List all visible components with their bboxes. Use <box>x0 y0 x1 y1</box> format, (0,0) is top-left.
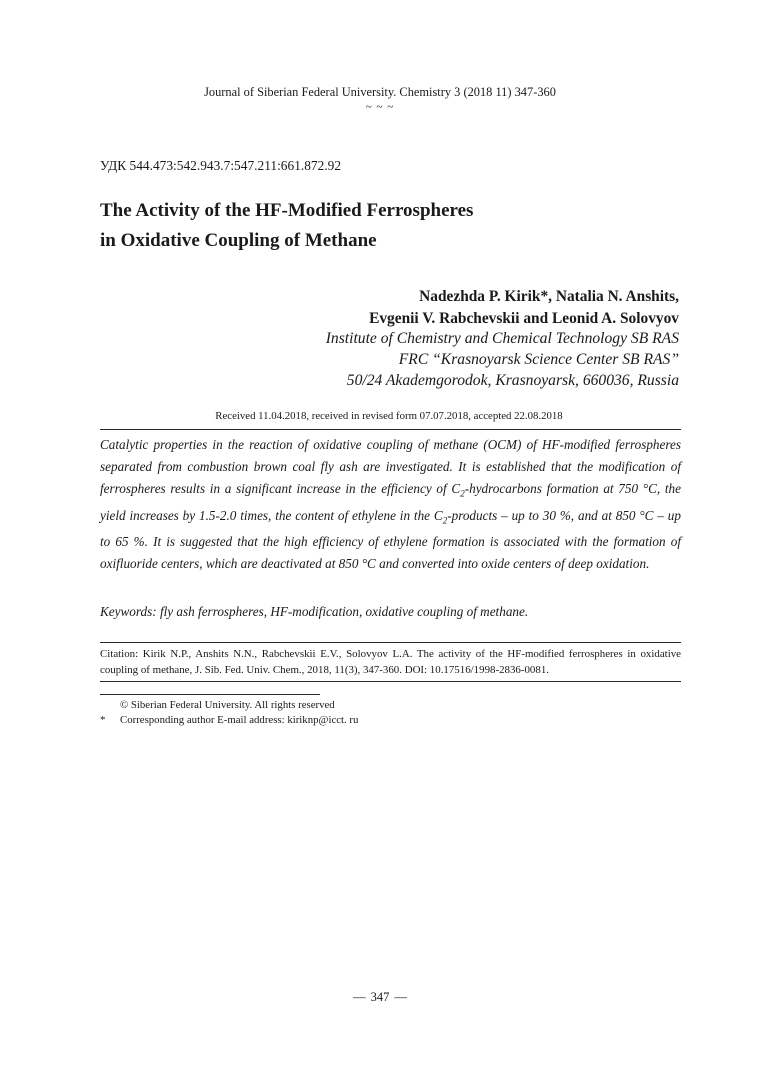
citation-top-divider <box>100 642 681 643</box>
abstract-text <box>100 434 681 575</box>
citation-bottom-divider <box>100 681 681 682</box>
header-ornament: ~ ~ ~ <box>365 101 395 113</box>
citation: Citation: Kirik N.P., Anshits N.N., Rabchevskii E.V., Solovyov L.A. The activity of the HF-modified ferrospheres in oxidative coupling of methane, J. Sib. Fed. Univ. Chem., 2018, 11(3), 347-360. DOI: 10.17516/1998-2836-0081. <box>100 648 681 676</box>
received-dates: Received 11.04.2018, received in revised form 07.07.2018, accepted 22.08.2018 <box>215 410 563 422</box>
abstract-part-3: -products – up to 30 %, and at 850 °C – up to 65 %. It is suggested that the high efficiency of ethylene formation is associated with the formation of oxifluoride centers, which are deactivated at 850 °C and converted into oxide centers of deep oxidation. <box>100 507 681 572</box>
affiliation-line-1: Institute of Chemistry and Chemical Technology SB RAS <box>325 330 679 347</box>
affiliation-line-3: 50/24 Akademgorodok, Krasnoyarsk, 660036, Russia <box>346 372 679 389</box>
page-number <box>0 990 760 1005</box>
authors-line-2: Evgenii V. Rabchevskii and Leonid A. Solovyov <box>369 310 679 327</box>
authors-line-1: Nadezhda P. Kirik*, Natalia N. Anshits, <box>419 288 679 305</box>
udc-code: УДК 544.473:542.943.7:547.211:661.872.92 <box>100 158 342 173</box>
journal-header: Journal of Siberian Federal University. Chemistry 3 (2018 11) 347-360 <box>204 85 556 99</box>
article-title <box>100 196 473 256</box>
abstract-part-2: -hydrocarbons formation at 750 °C, the yield increases by 1.5-2.0 times, the content of ethylene in the C <box>100 481 681 523</box>
abstract-part-1: Catalytic properties in the reaction of oxidative coupling of methane (OCM) of HF-modified ferrospheres separated from combustion brown coal fly ash are investigated. It is established that the modification of ferrospheres results in a significant increase in the efficiency of C <box>100 437 681 496</box>
page-number-value: 347 <box>370 990 390 1004</box>
copyright-text: © Siberian Federal University. All rights reserved <box>120 699 335 711</box>
abstract <box>100 434 681 575</box>
abstract-top-divider <box>100 429 681 430</box>
asterisk-mark: * <box>100 714 106 726</box>
abstract-subscript-1: 2 <box>460 488 465 499</box>
affiliation-line-2: FRC “Krasnoyarsk Science Center SB RAS” <box>398 351 679 368</box>
title-line-1: The Activity of the HF-Modified Ferrospheres <box>100 200 474 221</box>
corresponding-author-email: Corresponding author E-mail address: kiriknp@icct. ru <box>120 714 359 726</box>
page-dash-left: — <box>353 990 366 1004</box>
author-list <box>369 286 679 330</box>
title-line-2: in Oxidative Coupling of Methane <box>100 230 377 251</box>
affiliation <box>326 328 679 391</box>
page-dash-right: — <box>394 990 407 1004</box>
footnote-divider <box>100 694 320 695</box>
abstract-subscript-2: 2 <box>442 515 448 526</box>
keywords: Keywords: fly ash ferrospheres, HF-modification, oxidative coupling of methane. <box>100 604 529 619</box>
